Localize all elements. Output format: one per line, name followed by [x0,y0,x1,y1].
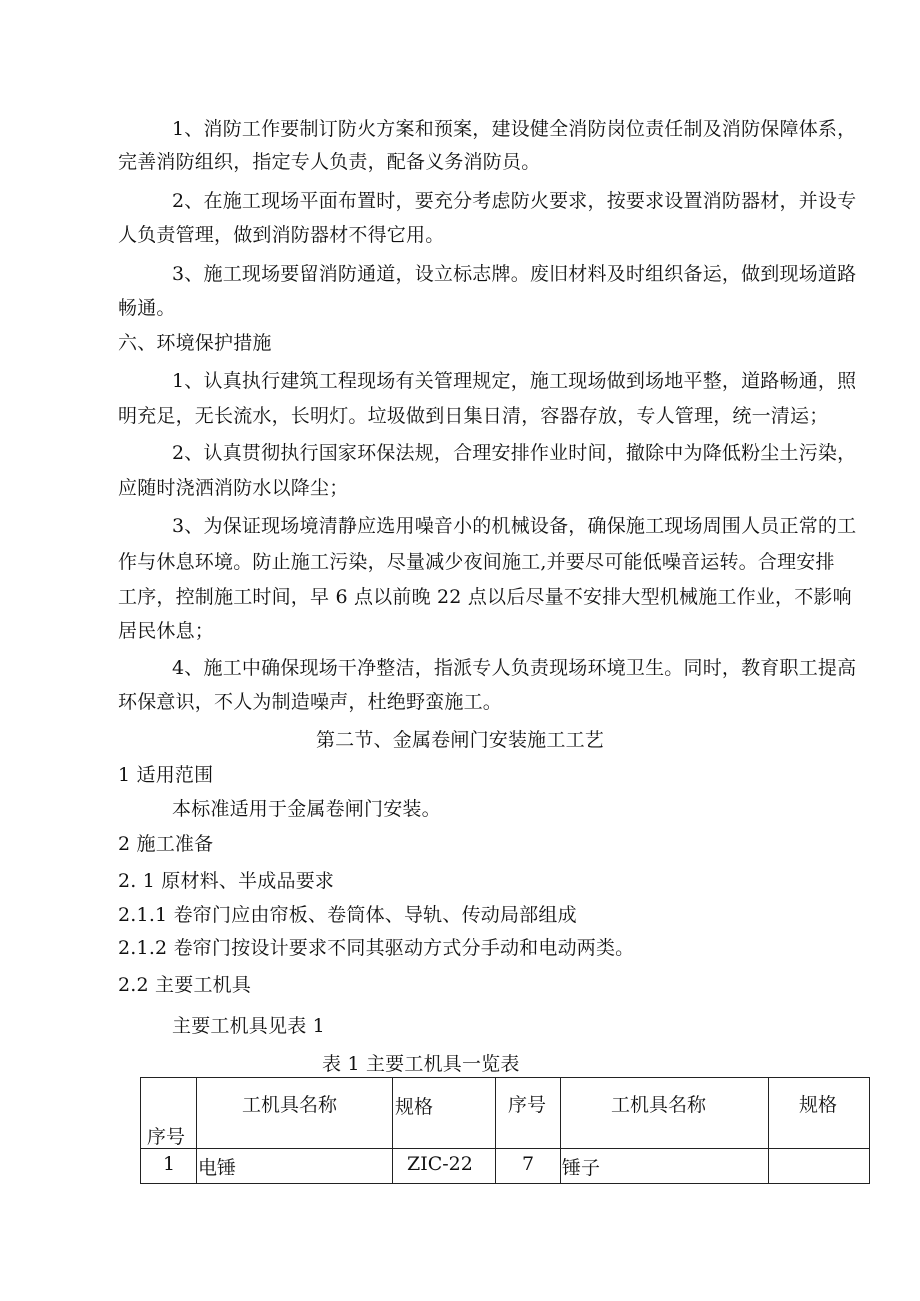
paragraph-line: 2.1.2 卷帘门按设计要求不同其驱动方式分手动和电动两类。 [118,937,635,959]
cell-spec2 [769,1149,870,1184]
page-bottom-margin [0,1185,920,1301]
cell-spec: ZIC-22 [393,1149,496,1184]
paragraph-line: 本标准适用于金属卷闸门安装。 [172,798,441,820]
paragraph-line: 明充足，无长流水，长明灯。垃圾做到日集日清，容器存放，专人管理，统一清运； [118,405,829,427]
header-cell-name: 工机具名称 [197,1078,393,1149]
paragraph-line: 畅通。 [118,297,176,319]
paragraph-line: 2、认真贯彻执行国家环保法规，合理安排作业时间，撤除中为降低粉尘土污染， [172,442,857,464]
paragraph-line: 3、为保证现场境清静应选用噪音小的机械设备，确保施工现场周围人员正常的工 [172,515,857,537]
paragraph-line: 人负责管理，做到消防器材不得它用。 [118,224,445,246]
table-row [141,1149,870,1184]
tools-table [140,1077,870,1184]
header-cell-spec2: 规格 [769,1078,870,1149]
paragraph-line: 工序，控制施工时间，早 6 点以前晚 22 点以后尽量不安排大型机械施工作业，不影响 [118,586,852,608]
subsection-heading: 2 施工准备 [118,833,214,855]
cell-name: 电锤 [197,1149,393,1184]
paragraph-line: 作与休息环境。防止施工污染，尽量减少夜间施工,并要尽可能低噪音运转。合理安排 [118,551,835,573]
cell-seq: 1 [141,1149,197,1184]
table-header-row [141,1078,870,1149]
cell-seq2: 7 [496,1149,561,1184]
paragraph-line: 4、施工中确保现场干净整洁，指派专人负责现场环境卫生。同时，教育职工提高 [172,657,857,679]
paragraph-line: 主要工机具见表 1 [172,1015,325,1037]
paragraph-line: 1、认真执行建筑工程现场有关管理规定，施工现场做到场地平整，道路畅通，照 [172,370,857,392]
header-cell-spec: 规格 [393,1078,496,1149]
paragraph-line: 完善消防组织，指定专人负责，配备义务消防员。 [118,151,541,173]
table-caption: 表 1 主要工机具一览表 [322,1053,520,1075]
subsection-heading: 1 适用范围 [118,764,214,786]
header-cell-name2: 工机具名称 [561,1078,769,1149]
paragraph-line: 1、消防工作要制订防火方案和预案，建设健全消防岗位责任制及消防保障体系， [172,118,857,140]
header-cell-seq2: 序号 [496,1078,561,1149]
paragraph-line: 3、施工现场要留消防通道，设立标志牌。废旧材料及时组织备运，做到现场道路 [172,263,857,285]
paragraph-line: 应随时浇洒消防水以降尘； [118,477,349,499]
paragraph-line: 环保意识，不人为制造噪声，杜绝野蛮施工。 [118,691,503,713]
cell-name2: 锤子 [561,1149,769,1184]
header-cell-seq: 序号 [141,1078,197,1149]
paragraph-line: 居民休息； [118,620,215,642]
section-heading: 六、环境保护措施 [118,332,272,354]
subsection-heading: 2. 1 原材料、半成品要求 [118,870,335,892]
subsection-heading: 2.2 主要工机具 [118,974,252,996]
section-title: 第二节、金属卷闸门安装施工工艺 [315,729,604,751]
paragraph-line: 2、在施工现场平面布置时，要充分考虑防火要求，按要求设置消防器材，并设专 [172,190,857,212]
paragraph-line: 2.1.1 卷帘门应由帘板、卷筒体、导轨、传动局部组成 [118,904,577,926]
